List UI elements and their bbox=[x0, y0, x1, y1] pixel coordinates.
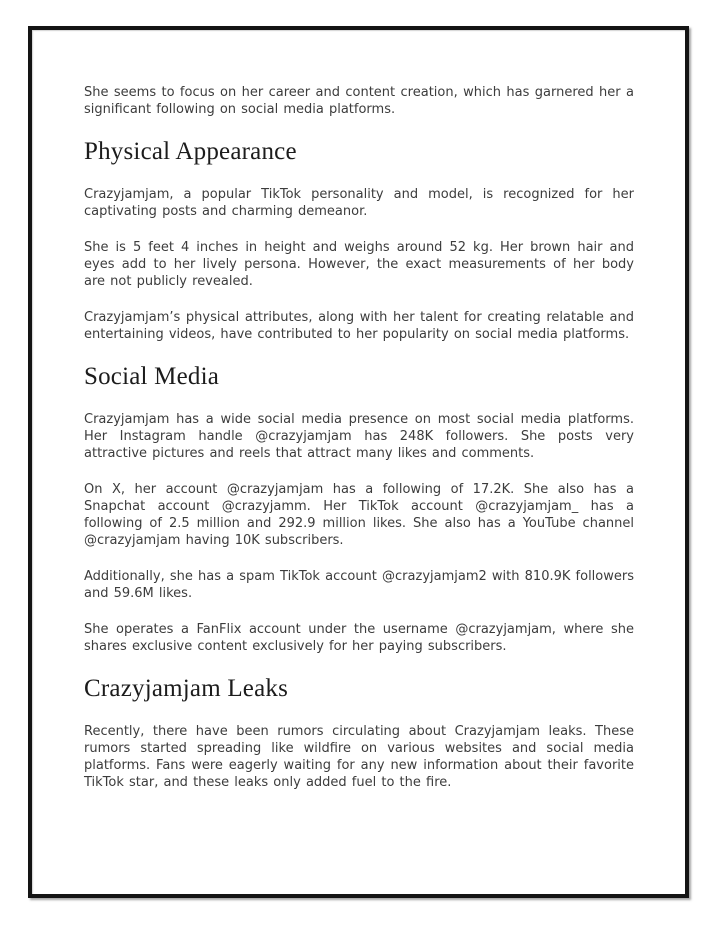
paragraph-leaks-1: Recently, there have been rumors circulating about Crazyjamjam leaks. These rumors started spreading like wildfire on various websites and social media platforms. Fans were eagerly waiting for any new information about their favorite TikTok star, and these leaks only added fuel to the fire. bbox=[84, 724, 634, 790]
intro-paragraph: She seems to focus on her career and content creation, which has garnered her a significant following on social media platforms. bbox=[84, 85, 634, 117]
paragraph-social-media-1: Crazyjamjam has a wide social media presence on most social media platforms. Her Instagram handle @crazyjamjam has 248K followers. She posts very attractive pictures and reels that attract many likes and comments. bbox=[84, 412, 634, 461]
section-heading-crazyjamjam-leaks: Crazyjamjam Leaks bbox=[84, 675, 289, 702]
page-border-frame bbox=[28, 26, 689, 898]
paragraph-social-media-4: She operates a FanFlix account under the username @crazyjamjam, where she shares exclusive content exclusively for her paying subscribers. bbox=[84, 622, 634, 654]
paragraph-social-media-2: On X, her account @crazyjamjam has a following of 17.2K. She also has a Snapchat account @crazyjamm. Her TikTok account @crazyjamjam_ has a following of 2.5 million and 292.9 million likes. She also has a YouTube channel @crazyjamjam having 10K subscribers. bbox=[84, 482, 634, 548]
paragraph-social-media-3: Additionally, she has a spam TikTok account @crazyjamjam2 with 810.9K followers and 59.6M likes. bbox=[84, 569, 634, 601]
paragraph-physical-appearance-1: Crazyjamjam, a popular TikTok personality and model, is recognized for her captivating posts and charming demeanor. bbox=[84, 187, 634, 219]
paragraph-physical-appearance-2: She is 5 feet 4 inches in height and weighs around 52 kg. Her brown hair and eyes add to her lively persona. However, the exact measurements of her body are not publicly revealed. bbox=[84, 240, 634, 289]
section-heading-physical-appearance: Physical Appearance bbox=[84, 138, 297, 165]
section-heading-social-media: Social Media bbox=[84, 363, 220, 390]
paragraph-physical-appearance-3: Crazyjamjam’s physical attributes, along with her talent for creating relatable and entertaining videos, have contributed to her popularity on social media platforms. bbox=[84, 310, 634, 342]
